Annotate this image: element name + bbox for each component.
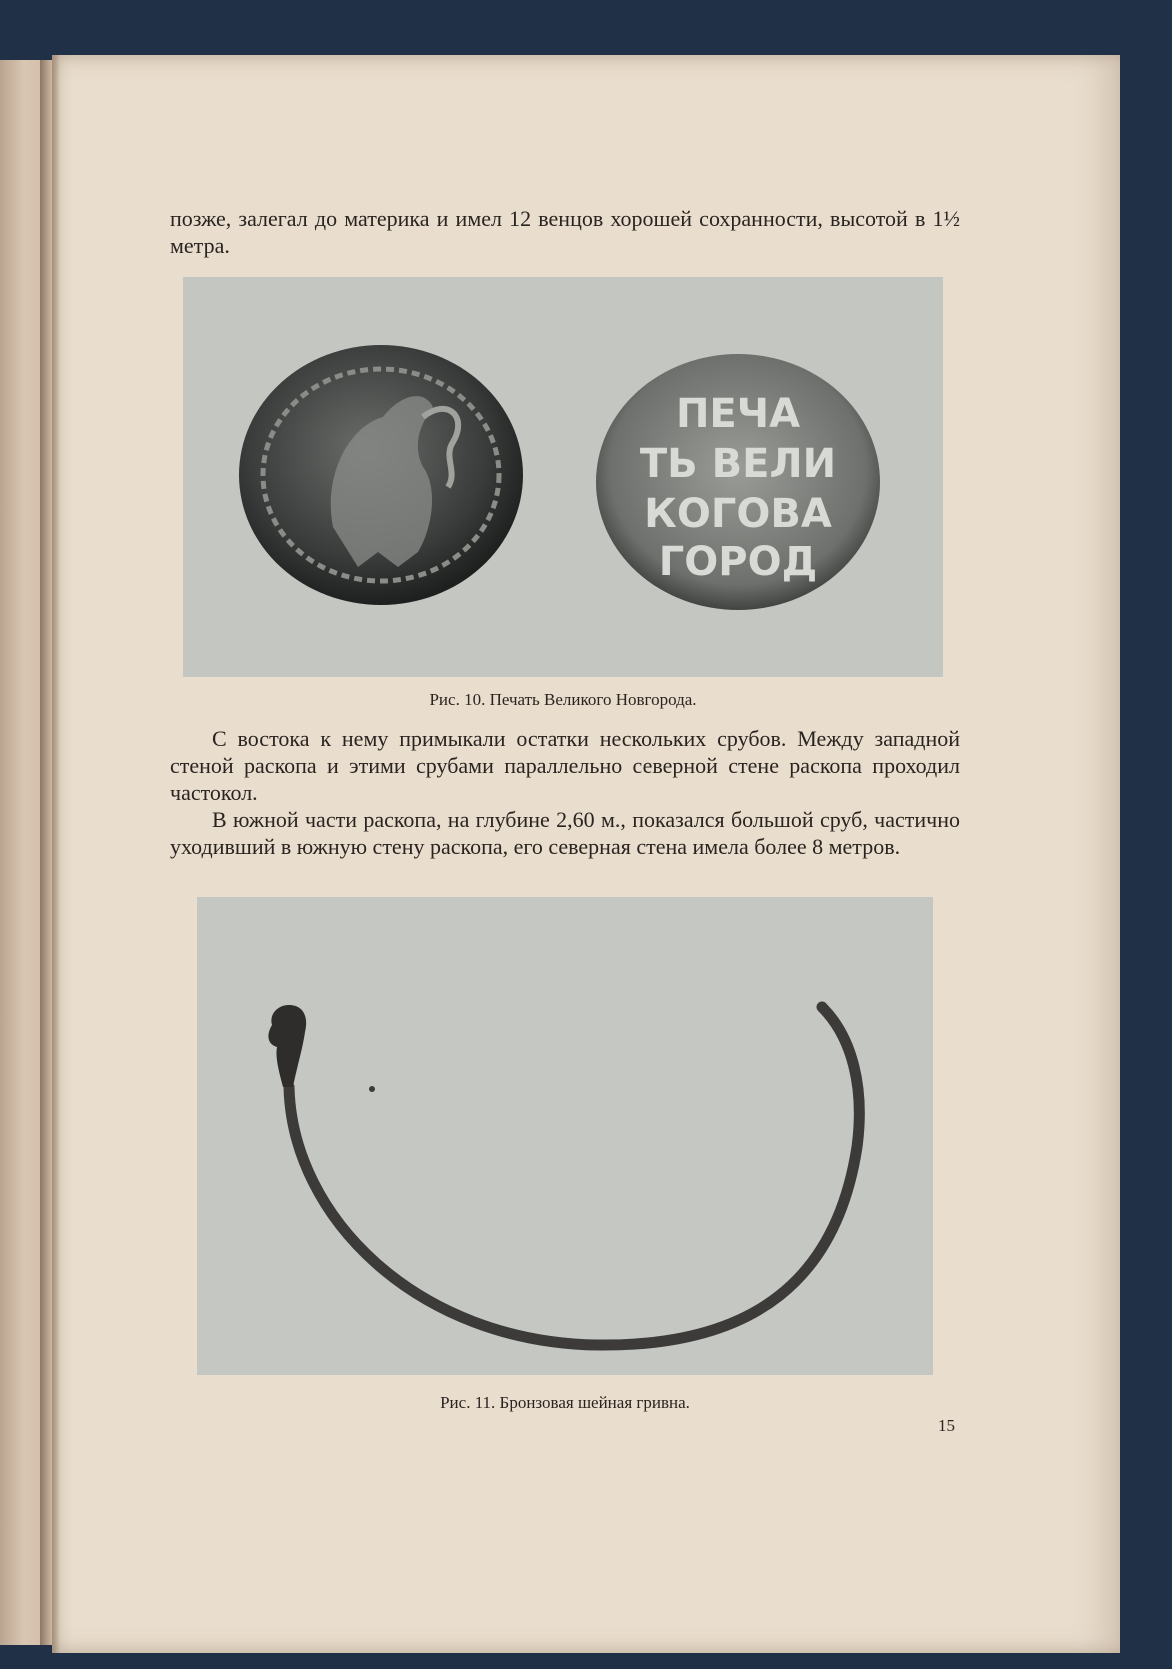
seal-image bbox=[183, 277, 943, 677]
page-number: 15 bbox=[938, 1416, 955, 1435]
body-text bbox=[170, 725, 960, 860]
torque-image bbox=[197, 897, 933, 1375]
top-paragraph bbox=[170, 205, 960, 259]
page-gutter bbox=[52, 55, 60, 1653]
seal-line-4: ГОРОД bbox=[658, 539, 818, 585]
seal-line-1: ПЕЧА bbox=[675, 391, 801, 437]
figure-11-caption: Рис. 11. Бронзовая шейная гривна. bbox=[440, 1393, 690, 1412]
paragraph-2: В южной части раскопа, на глубине 2,60 м., показался большой сруб, частично уходивший в южную стену раскопа, его северная стена имела более 8 метров. bbox=[170, 807, 960, 859]
paragraph-1: С востока к нему примыкали остатки нескольких срубов. Между западной стеной раскопа и этими срубами параллельно северной стене раскопа проходил частокол. bbox=[170, 726, 960, 805]
seal-line-3: КОГОВА bbox=[644, 491, 832, 537]
figure-10-caption: Рис. 10. Печать Великого Новгорода. bbox=[429, 690, 697, 709]
top-text: позже, залегал до материка и имел 12 венцов хорошей сохранности, высотой в 1½ метра. bbox=[170, 206, 960, 258]
figure-11-photo bbox=[197, 897, 933, 1375]
figure-10-photo bbox=[183, 277, 943, 677]
seal-line-2: ТЬ ВЕЛИ bbox=[639, 441, 837, 487]
